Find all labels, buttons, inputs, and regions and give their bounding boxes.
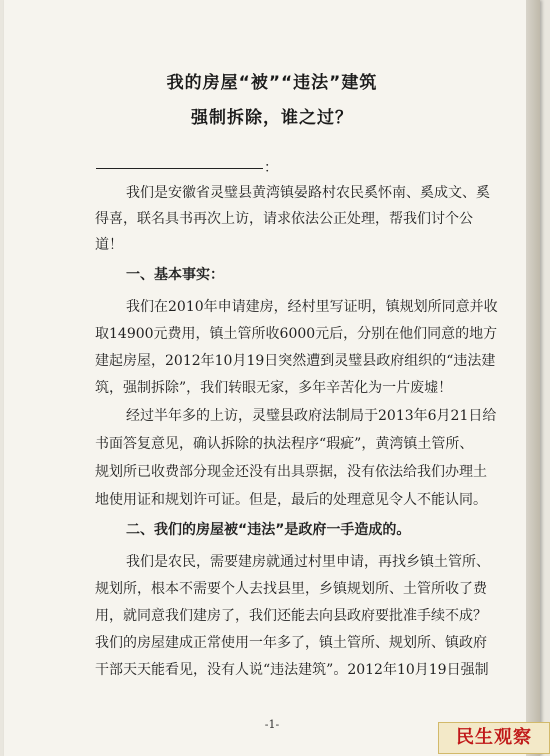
- body-line-7: 建起房屋，2012年10月19日突然遭到灵璧县政府组织的“违法建: [95, 353, 496, 369]
- body-line-1: 我们是安徽省灵璧县黄湾镇晏路村农民奚怀南、奚成文、奚: [126, 185, 490, 201]
- salutation-blank: [96, 168, 263, 169]
- body-line-3: 道！: [95, 237, 123, 253]
- body-line-18: 干部天天能看见，没有人说“违法建筑”。2012年10月19日强制: [95, 662, 489, 678]
- page-number: -1-: [264, 718, 280, 731]
- section-heading-1: 一、基本事实：: [126, 267, 224, 283]
- salutation-colon: ：: [264, 160, 278, 176]
- body-line-2: 得喜，联名具书再次上访，请求依法公正处理，帮我们讨个公: [95, 211, 473, 227]
- body-line-9: 经过半年多的上访，灵璧县政府法制局于2013年6月21日给: [126, 408, 497, 424]
- watermark-stamp: 民生观察: [438, 722, 550, 754]
- document-page: [4, 0, 540, 756]
- body-line-12: 地使用证和规划许可证。但是，最后的处理意见令人不能认同。: [95, 492, 487, 508]
- body-line-5: 我们在2010年申请建房，经村里写证明，镇规划所同意并收: [126, 299, 498, 315]
- body-line-14: 我们是农民，需要建房就通过村里申请，再找乡镇土管所、: [126, 554, 490, 570]
- body-line-16: 用，就同意我们建房了，我们还能去向县政府要批准手续不成？: [95, 608, 487, 624]
- title-line-2: 强制拆除，谁之过？: [191, 108, 353, 128]
- body-line-6: 取14900元费用，镇土管所收6000元后，分别在他们同意的地方: [95, 326, 498, 342]
- body-line-8: 筑，强制拆除”，我们转眼无家，多年辛苦化为一片废墟！: [95, 380, 453, 396]
- body-line-10: 书面答复意见，确认拆除的执法程序“瑕疵”，黄湾镇土管所、: [95, 436, 474, 452]
- body-line-17: 我们的房屋建成正常使用一年多了，镇土管所、规划所、镇政府: [95, 635, 487, 651]
- title-line-1: 我的房屋“被”“违法”建筑: [166, 73, 378, 93]
- section-heading-2: 二、我们的房屋被“违法”是政府一手造成的。: [126, 522, 411, 538]
- body-line-11: 规划所已收费部分现金还没有出具票据，没有依法给我们办理土: [95, 464, 487, 480]
- body-line-15: 规划所，根本不需要个人去找县里，乡镇规划所、土管所收了费: [95, 581, 487, 597]
